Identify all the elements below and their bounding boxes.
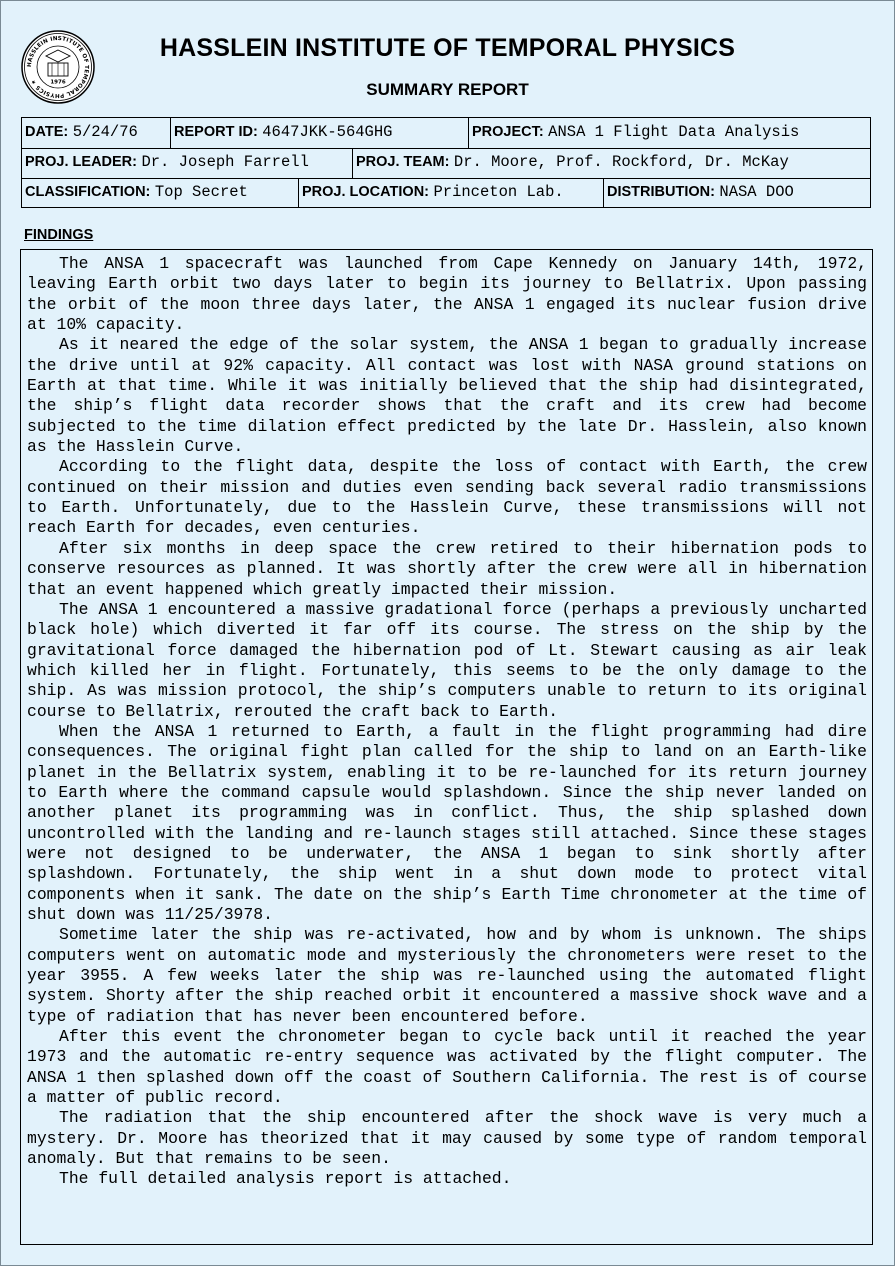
distribution-value: NASA DOO xyxy=(719,183,794,201)
findings-box xyxy=(20,249,873,1245)
distribution-cell xyxy=(603,178,869,208)
proj-team-label: PROJ. TEAM: xyxy=(356,154,450,170)
info-row xyxy=(22,118,870,149)
findings-paragraph: The ANSA 1 spacecraft was launched from Cape Kennedy on January 14th, 1972, leaving Earth orbit two days later to begin its journey to Bellatrix. Upon passing the orbit of the moon three days later, the ANSA 1 engaged its nuclear fusion drive at 10% capacity. xyxy=(27,254,867,335)
findings-paragraph: As it neared the edge of the solar system, the ANSA 1 began to gradually increase the drive until at 92% capacity. All contact was lost with NASA ground stations on Earth at that time. While it was initially believed that the ship had disintegrated, the ship’s flight data recorder shows that the craft and its crew had become subjected to the time dilation effect predicted by the late Dr. Hasslein, also known as the Hasslein Curve. xyxy=(27,335,867,457)
project-label: PROJECT: xyxy=(472,124,544,140)
info-row xyxy=(22,148,870,179)
date-cell xyxy=(22,118,170,148)
svg-text:HASSLEIN INSTITUTE OF TEMPORAL: HASSLEIN INSTITUTE OF TEMPORAL PHYSICS ★ xyxy=(26,35,90,99)
report-info-table xyxy=(21,117,871,208)
proj-location-value: Princeton Lab. xyxy=(433,183,564,201)
report-id-label: REPORT ID: xyxy=(174,124,258,140)
classification-label: CLASSIFICATION: xyxy=(25,184,151,200)
proj-location-cell xyxy=(298,178,603,208)
classification-value: Top Secret xyxy=(154,183,248,201)
date-value: 5/24/76 xyxy=(72,123,138,141)
distribution-label: DISTRIBUTION: xyxy=(607,184,715,200)
proj-leader-label: PROJ. LEADER: xyxy=(25,154,137,170)
proj-location-label: PROJ. LOCATION: xyxy=(302,184,430,200)
findings-paragraph: Sometime later the ship was re-activated, how and by whom is unknown. The ships computers went on automatic mode and mysteriously the chronometers were reset to the year 3955. A few weeks later the ship was re-launched using the automated flight system. Shorty after the ship reached orbit it encountered a massive shock wave and a type of radiation that has never been encountered before. xyxy=(27,925,867,1026)
findings-paragraph: According to the flight data, despite the loss of contact with Earth, the crew continued on their mission and duties even sending back several radio transmissions to Earth. Unfortunately, due to the Hasslein Curve, these transmissions will not reach Earth for decades, even centuries. xyxy=(27,457,867,538)
proj-team-value: Dr. Moore, Prof. Rockford, Dr. McKay xyxy=(453,153,789,171)
project-cell xyxy=(468,118,869,148)
findings-paragraph: When the ANSA 1 returned to Earth, a fault in the flight programming had dire consequences. The original fight plan called for the ship to land on an Earth-like planet in the Bellatrix system, enabling it to be re-launched for its return journey to Earth where the command capsule would splashdown. Since the ship never landed on another planet its programming was in conflict. Thus, the ship splashed down uncontrolled with the landing and re-launch stages still attached. Since these stages were not designed to be underwater, the ANSA 1 began to sink shortly after splashdown. Fortunately, the ship went in a shut down mode to protect vital components when it sank. The date on the ship’s Earth Time chronometer at the time of shut down was 11/25/3978. xyxy=(27,721,867,924)
proj-team-cell xyxy=(352,148,869,178)
findings-paragraph: The radiation that the ship encountered after the shock wave is very much a mystery. Dr. Moore has theorized that it may caused by some type of random temporal anomaly. But that remains to be seen. xyxy=(27,1108,867,1169)
classification-cell xyxy=(22,178,298,208)
proj-leader-value: Dr. Joseph Farrell xyxy=(141,153,309,171)
findings-paragraph: After this event the chronometer began to cycle back until it reached the year 1973 and the automatic re-entry sequence was activated by the flight computer. The ANSA 1 then splashed down off the coast of Southern California. The rest is of course a matter of public record. xyxy=(27,1027,867,1108)
findings-text xyxy=(27,254,867,1190)
report-type-heading: SUMMARY REPORT xyxy=(366,80,529,99)
findings-paragraph: After six months in deep space the crew retired to their hibernation pods to conserve resources as planned. It was shortly after the crew were all in hibernation that an event happened which greatly impacted their mission. xyxy=(27,538,867,599)
findings-paragraph: The ANSA 1 encountered a massive gradational force (perhaps a previously uncharted black hole) which diverted it far off its course. The stress on the ship by the gravitational force damaged the hibernation pod of Lt. Stewart causing as air leak which killed her in flight. Fortunately, this seems to be the only damage to the ship. As was mission protocol, the ship’s computers unable to return to its original course to Bellatrix, rerouted the craft back to Earth. xyxy=(27,599,867,721)
project-value: ANSA 1 Flight Data Analysis xyxy=(548,123,800,141)
findings-heading: FINDINGS xyxy=(24,227,94,243)
report-id-cell xyxy=(170,118,468,148)
seal-year: 1976 xyxy=(50,79,66,86)
report-id-value: 4647JKK-564GHG xyxy=(262,123,393,141)
proj-leader-cell xyxy=(22,148,352,178)
findings-paragraph: The full detailed analysis report is attached. xyxy=(59,1169,512,1189)
info-row xyxy=(22,178,870,208)
date-label: DATE: xyxy=(25,124,69,140)
institute-title: HASSLEIN INSTITUTE OF TEMPORAL PHYSICS xyxy=(159,34,736,62)
